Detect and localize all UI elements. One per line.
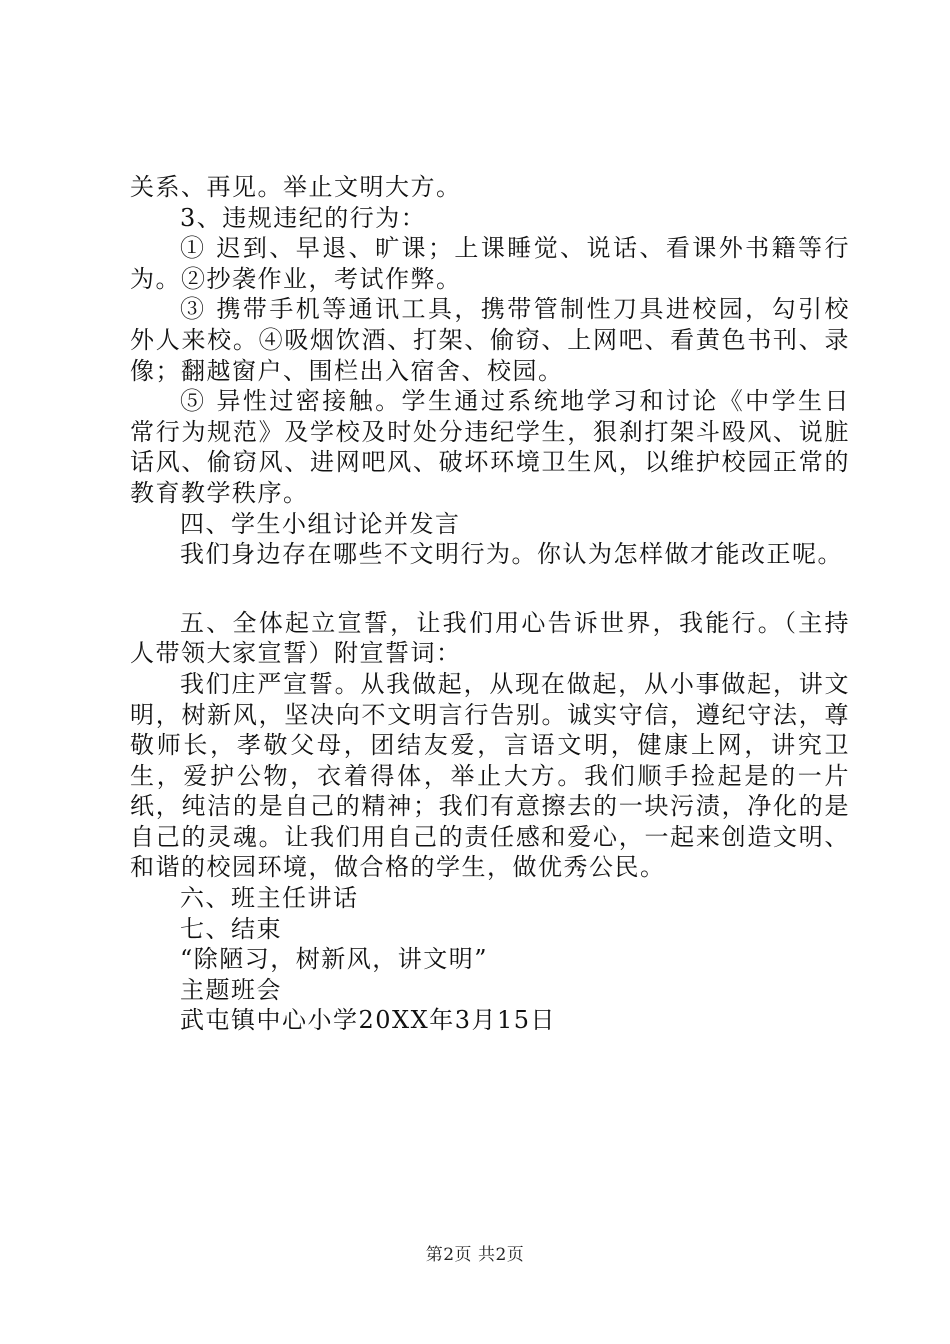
document-body xyxy=(130,172,850,1036)
paragraph-violation-3: ③ 携带手机等通讯工具，携带管制性刀具进校园，勾引校外人来校。④吸烟饮酒、打架、偷窃、上网吧、看黄色书刊、录像；翻越窗户、围栏出入宿舍、校园。 xyxy=(130,295,850,385)
page-number-footer: 第2页 共2页 xyxy=(425,1245,525,1265)
paragraph-violation-5: ⑤ 异性过密接触。学生通过系统地学习和讨论《中学生日常行为规范》及学校及时处分违纪学生，狠刹打架斗殴风、说脏话风、偷窃风、进网吧风、破坏环境卫生风，以维护校园正常的教育教学秩序。 xyxy=(130,387,850,507)
meeting-type: 主题班会 xyxy=(180,975,282,1004)
paragraph-continuation: 关系、再见。举止文明大方。 xyxy=(130,173,462,201)
section-heading-5: 五、全体起立宣誓，让我们用心告诉世界，我能行。（主持人带领大家宣誓）附宣誓词： xyxy=(130,608,850,668)
section-heading-4: 四、学生小组讨论并发言 xyxy=(180,509,461,538)
section-heading-7: 七、结束 xyxy=(180,914,282,943)
paragraph-violation-1: ① 迟到、早退、旷课；上课睡觉、说话、看课外书籍等行为。②抄袭作业，考试作弊。 xyxy=(130,234,850,293)
paragraph-oath: 我们庄严宣誓。从我做起，从现在做起，从小事做起，讲文明，树新风，坚决向不文明言行告别。诚实守信，遵纪守法，尊敬师长，孝敬父母，团结友爱，言语文明，健康上网，讲究卫生，爱护公物，衣着得体，举止大方。我们顺手捡起是的一片纸，纯洁的是自己的精神；我们有意擦去的一块污渍，净化的是自己的灵魂。让我们用自己的责任感和爱心，一起来创造文明、和谐的校园环境，做合格的学生，做优秀公民。 xyxy=(130,669,850,882)
section-heading-6: 六、班主任讲话 xyxy=(180,884,359,913)
paragraph-discussion: 我们身边存在哪些不文明行为。你认为怎样做才能改正呢。 xyxy=(180,540,843,569)
signature-line: 武屯镇中心小学20XX年3月15日 xyxy=(180,1006,557,1035)
paragraph-violations-heading: 3、违规违纪的行为： xyxy=(180,203,427,232)
meeting-slogan: “除陋习，树新风，讲文明” xyxy=(180,945,489,974)
paragraph-gap xyxy=(130,570,850,608)
